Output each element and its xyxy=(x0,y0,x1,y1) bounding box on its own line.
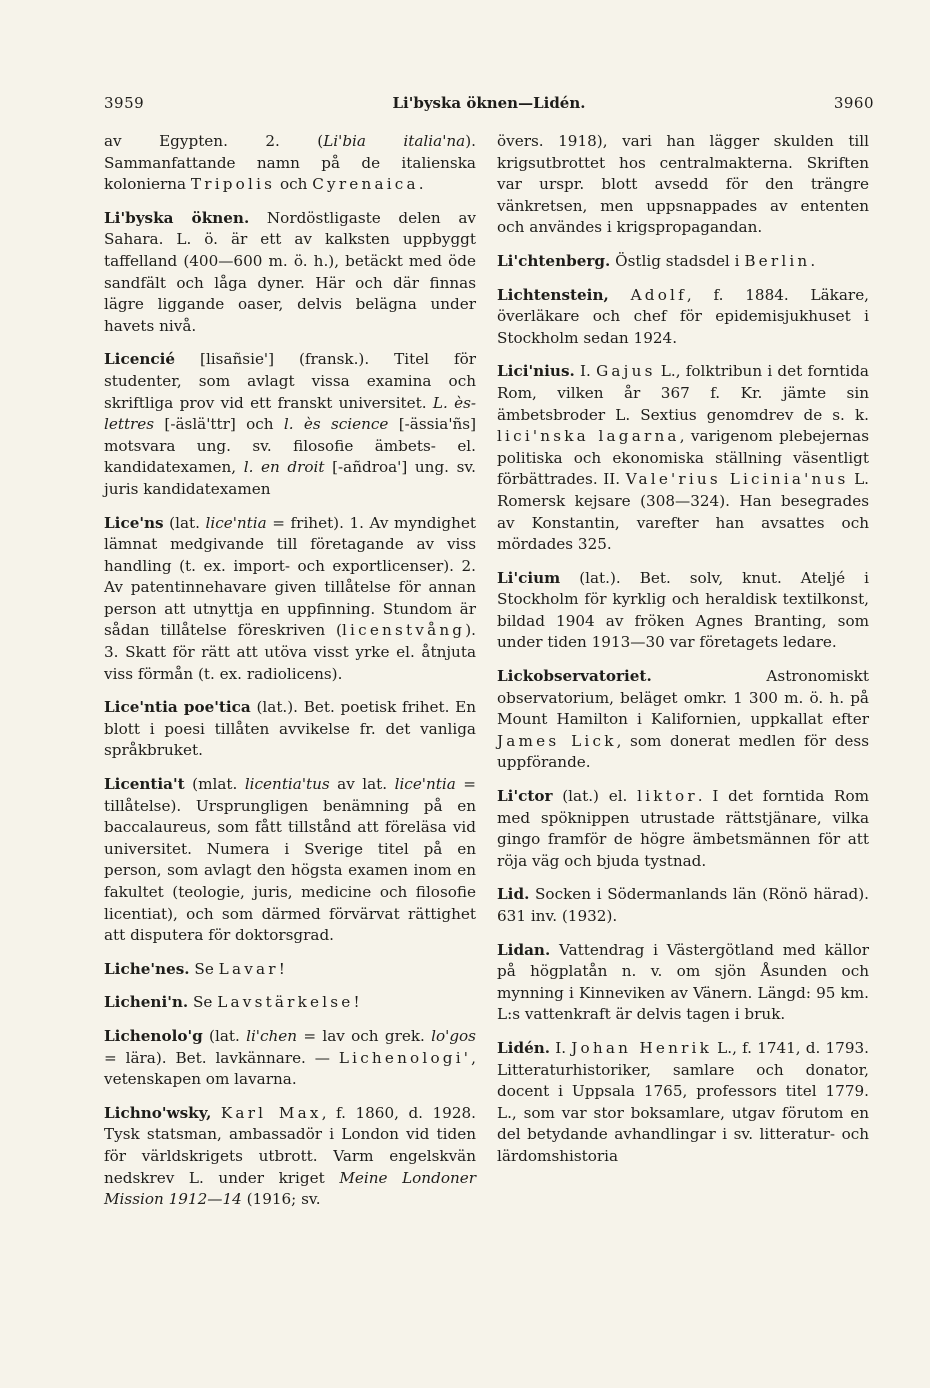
headword: Licencié xyxy=(104,350,176,369)
entry-text: Socken i Södermanlands län (Rönö härad). 631 inv. (1932). xyxy=(497,885,869,925)
entry-italic: lo'gos xyxy=(431,1026,476,1045)
entry-spaced: licenstvång xyxy=(342,621,466,640)
entry-text: , som donerat medlen för dess uppförande. xyxy=(497,731,869,772)
entry-lichtenberg xyxy=(497,251,869,273)
entry-text: I. xyxy=(550,1038,572,1057)
entry-text: = lav och grek. xyxy=(297,1026,432,1045)
entry-spaced: Tripolis xyxy=(190,175,276,194)
entry-text: [-ässia'ñs] motsvara ung. sv. filosofie ämbets- el. kandidatexamen, xyxy=(104,415,476,477)
entry-lichenes xyxy=(104,959,476,981)
entry-libya-continued xyxy=(104,131,476,196)
entry-text: L., folktribun i det forntida Rom, vilken år 367 f. Kr. jämte sin ämbetsbroder L. Sextius genomdrev de s. k. xyxy=(497,362,869,424)
entry-lichtenstein xyxy=(497,285,869,350)
entry-liden xyxy=(497,1038,869,1168)
entry-lictor xyxy=(497,786,869,872)
cross-reference: Lavar xyxy=(218,959,279,978)
headword: Lice'ns xyxy=(104,513,164,532)
entry-text: Se xyxy=(189,959,219,978)
entry-text: ! xyxy=(278,959,285,978)
entry-italic: lice'ntia xyxy=(205,513,267,532)
entry-licencie xyxy=(104,349,476,500)
entry-lid xyxy=(497,884,869,927)
cross-reference: Lavstärkelse xyxy=(217,993,354,1012)
headword: Lichenolo'g xyxy=(104,1026,203,1045)
headword: Lichtenstein, xyxy=(497,285,609,304)
entry-text: Nordöstligaste delen av Sahara. L. ö. är ett av kalksten uppbyggt taffelland (400—600 m. ö. h.), betäckt med öde sandfält och låga dyner. Här och där finnas lägre liggande oaser, delvis belägna under havets nivå. xyxy=(104,208,476,335)
entry-text: . xyxy=(810,251,816,270)
headword: Lichno'wsky, xyxy=(104,1103,212,1122)
entry-spaced: Adolf xyxy=(630,285,687,304)
entry-spaced: liktor xyxy=(637,787,698,806)
page-header xyxy=(104,94,874,114)
entry-text: Se xyxy=(188,993,218,1012)
entry-text: ). Sammanfattande namn på de italienska kolonierna xyxy=(104,132,476,194)
right-column xyxy=(497,131,869,1180)
running-title: Li'byska öknen—Lidén. xyxy=(392,94,586,112)
entry-italic: l. ès science xyxy=(283,415,389,434)
entry-italic: L. ès-lettres xyxy=(104,393,476,434)
entry-text xyxy=(211,1104,221,1122)
entry-text: av lat. xyxy=(329,775,395,794)
entry-libyska-oknen xyxy=(104,208,476,338)
entry-text: , f. 1860, d. 1928. Tysk statsman, ambassadör i London vid tiden för världskrigets utbrott. Varm engelskvän nedskrev L. under kriget xyxy=(104,1103,476,1187)
entry-italic: Meine Londoner Mission 1912—14 xyxy=(104,1168,476,1209)
entry-spaced: James Lick xyxy=(497,731,617,750)
headword: Li'cium xyxy=(497,568,561,587)
entry-lichenin xyxy=(104,992,476,1014)
entry-text: [-añdroa'] ung. sv. juris kandidatexamen xyxy=(104,458,476,498)
headword: Licheni'n. xyxy=(104,993,189,1012)
entry-text: (lat. xyxy=(163,513,206,532)
entry-text xyxy=(609,286,631,304)
entry-text: ). 3. Skatt för rätt att utöva visst yrke el. åtnjuta viss förmån (t. ex. radiolicens). xyxy=(104,621,476,683)
entry-text: L. Romersk kejsare (308—324). Han besegrades av Konstantin, varefter han avsattes och mördades 325. xyxy=(497,470,869,554)
entry-licium xyxy=(497,568,869,654)
entry-lichnowsky xyxy=(104,1103,476,1211)
page-number-right: 3960 xyxy=(833,94,874,112)
headword: Lid. xyxy=(497,885,530,904)
entry-italic: Li'bia italia'na xyxy=(323,132,466,150)
entry-lichenolog xyxy=(104,1026,476,1091)
entry-spaced: Lichenologi' xyxy=(338,1048,472,1067)
entry-licentia-poetica xyxy=(104,697,476,762)
entry-text: = lära). Bet. lavkännare. — xyxy=(104,1048,339,1067)
entry-text: , varigenom plebejernas politiska och ekonomiska ställning väsentligt förbättrades. II. xyxy=(497,427,869,489)
entry-licinius xyxy=(497,361,869,555)
entry-text: (lat.). Bet. solv, knut. Ateljé i Stockholm för kyrklig och heraldisk textilkonst, bildad 1904 av fröken Agnes Branting, som under tiden 1913—30 var företagets ledare. xyxy=(497,568,869,652)
entry-text: (lat.) el. xyxy=(552,787,638,806)
entry-text: (lat.). Bet. poetisk frihet. En blott i poesi tillåten avvikelse fr. det vanliga språkbruket. xyxy=(104,698,476,760)
headword: Liche'nes. xyxy=(104,959,190,978)
entry-text: I. xyxy=(574,362,597,381)
entry-lichnowsky-continued xyxy=(497,131,869,239)
entry-text: av Egypten. 2. ( xyxy=(104,132,324,150)
headword: Li'ctor xyxy=(497,787,553,806)
headword: Li'byska öknen. xyxy=(104,208,250,227)
entry-text: L., f. 1741, d. 1793. Litteraturhistoriker, samlare och donator, docent i Uppsala 1765, professors titel 1779. L., som var stor boksamlare, utgav förutom en del betydande avhandlingar i sv. litteratur- och lärdomshistoria xyxy=(497,1038,870,1165)
entry-text: Vattendrag i Västergötland med källor på högplatån n. v. om sjön Åsunden och mynning i Kinneviken av Vänern. Längd: 95 km. L:s vattenkraft är delvis tagen i bruk. xyxy=(497,940,869,1024)
entry-italic: lice'ntia xyxy=(394,775,456,794)
entry-text: . xyxy=(418,175,424,194)
entry-spaced: Karl Max xyxy=(220,1103,322,1122)
headword: Lice'ntia poe'tica xyxy=(104,698,251,717)
entry-italic: l. en droit xyxy=(243,458,325,477)
entry-text: [-äslä'ttr] och xyxy=(154,415,284,434)
entry-lidan xyxy=(497,940,869,1026)
entry-spaced: Vale'rius Licinia'nus xyxy=(625,470,849,489)
headword: Lidan. xyxy=(497,940,551,959)
entry-spaced: Gajus xyxy=(596,362,656,381)
entry-text: och xyxy=(275,175,313,194)
entry-lickobservatoriet xyxy=(497,666,869,774)
entry-text: = frihet). 1. Av myndighet lämnat medgivande till företagande av viss handling (t. ex. import- och exportlicenser). 2. Av patentinnehavare given tillåtelse för annan person att utnyttja en uppfinning. Stundom är sådan tillåtelse föreskriven ( xyxy=(104,513,476,640)
entry-text: (1916; sv. xyxy=(241,1190,321,1209)
entry-spaced: Cyrenaica xyxy=(312,175,419,194)
headword: Lici'nius. xyxy=(497,362,575,381)
entry-licentiat xyxy=(104,774,476,947)
entry-spaced: Johan Henrik xyxy=(571,1038,712,1057)
headword: Licentia't xyxy=(104,775,185,794)
entry-text: ! xyxy=(353,993,360,1012)
entry-text: (mlat. xyxy=(184,775,245,794)
entry-text: Astronomiskt observatorium, beläget omkr. 1 300 m. ö. h. på Mount Hamilton i Kalifornien, uppkallat efter xyxy=(497,667,869,729)
entry-text: , f. 1884. Läkare, överläkare och chef för epidemisjukhuset i Stockholm sedan 1924. xyxy=(497,285,870,347)
entry-text: = tillåtelse). Ursprungligen benämning på en baccalaureus, som fått tillstånd att föreläsa vid universitet. Numera i Sverige titel på en person, som avlagt den högsta examen inom en fakultet (teologie, juris, medicine och filosofie licentiat), och som därmed förvärvat rättighet att disputera för doktorsgrad. xyxy=(104,775,476,945)
entry-text: . I det forntida Rom med spöknippen utrustade rättstjänare, vilka gingo framför de högre ämbetsmännen för att röja väg och bjuda tystnad. xyxy=(497,787,869,870)
entry-text: övers. 1918), vari han lägger skulden till krigsutbrottet hos centralmakterna. Skriften var urspr. blott avsedd för den trängre vänkretsen, men uppsnappades av ententen och användes i krigspropagandan. xyxy=(497,132,869,237)
headword: Lidén. xyxy=(497,1038,551,1057)
entry-text: , vetenskapen om lavarna. xyxy=(104,1048,476,1089)
left-column xyxy=(104,131,476,1223)
entry-text: (lat. xyxy=(202,1026,247,1045)
entry-spaced: lici'nska lagarna xyxy=(497,427,680,446)
headword: Lickobservatoriet. xyxy=(497,667,652,686)
entry-text: [lisañsie'] (fransk.). Titel för studenter, som avlagt vissa examina och skriftliga prov vid ett franskt universitet. xyxy=(104,350,476,412)
entry-italic: licentia'tus xyxy=(244,775,330,794)
entry-italic: li'chen xyxy=(246,1026,298,1045)
entry-spaced: Berlin xyxy=(744,251,811,270)
page-number-left: 3959 xyxy=(104,94,145,112)
entry-text: Östlig stadsdel i xyxy=(610,251,745,270)
headword: Li'chtenberg. xyxy=(497,251,611,270)
entry-licens xyxy=(104,513,476,686)
